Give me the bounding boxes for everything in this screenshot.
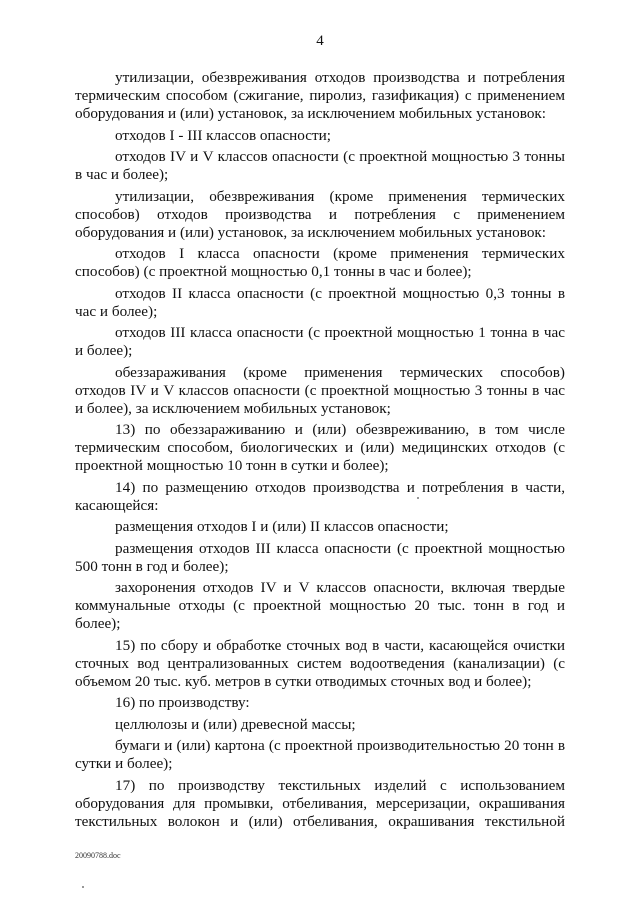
paragraph: целлюлозы и (или) древесной массы; — [115, 715, 356, 733]
paragraph: размещения отходов I и (или) II классов опасности; — [115, 518, 449, 535]
paragraph: 16) по производству: — [115, 694, 250, 711]
paragraph: отходов I - III классов опасности; — [115, 126, 331, 144]
paragraph: 17) по производству текстильных изделий с использованием оборудования для промывки, отбеливания, мерсеризации, окрашивания текстильных волокон и (или) отбеливания, окрашивания текстильной — [75, 776, 565, 830]
footer-file-reference: 20090788.doc — [75, 851, 121, 860]
paragraph: отходов I класса опасности (кроме применения термических способов) (с проектной мощностью 0,1 тонны в час и более); — [75, 245, 565, 280]
paragraph: отходов IV и V классов опасности (с проектной мощностью 3 тонны в час и более); — [75, 148, 565, 183]
paragraph: бумаги и (или) картона (с проектной производительностью 20 тонн в сутки и более); — [75, 737, 565, 772]
paragraph: утилизации, обезвреживания отходов производства и потребления термическим способом (сжигание, пиролиз, газификация) с применением оборудования и (или) установок, за исключением мобильных установок: — [75, 69, 565, 122]
scan-speck — [82, 886, 84, 888]
document-body — [75, 69, 565, 834]
paragraph: утилизации, обезвреживания (кроме применения термических способов) отходов производства и потребления с применением оборудования и (или) установок, за исключением мобильных установок: — [75, 187, 565, 241]
paragraph: обеззараживания (кроме применения термических способов) отходов IV и V классов опасности (с проектной мощностью 3 тонны в час и более), за исключением мобильных установок; — [75, 363, 565, 417]
paragraph: 14) по размещению отходов производства и потребления в части, касающейся: — [75, 478, 565, 514]
paragraph: захоронения отходов IV и V классов опасности, включая твердые коммунальные отходы (с проектной мощностью 20 тыс. тонн в год и более); — [75, 579, 565, 632]
paragraph: 15) по сбору и обработке сточных вод в части, касающейся очистки сточных вод централизованных систем водоотведения (канализации) (с объемом 20 тыс. куб. метров в сутки отводимых сточных вод и более); — [75, 636, 565, 690]
paragraph: размещения отходов III класса опасности (с проектной мощностью 500 тонн в год и более); — [75, 539, 565, 575]
paragraph: отходов III класса опасности (с проектной мощностью 1 тонна в час и более); — [75, 324, 565, 359]
scan-speck — [417, 497, 419, 499]
paragraph: 13) по обеззараживанию и (или) обезвреживанию, в том числе термическим способом, биологических и (или) медицинских отходов (с проектной мощностью 10 тонн в сутки и более); — [75, 421, 565, 474]
paragraph: отходов II класса опасности (с проектной мощностью 0,3 тонны в час и более); — [75, 284, 565, 320]
page-number: 4 — [316, 33, 324, 49]
